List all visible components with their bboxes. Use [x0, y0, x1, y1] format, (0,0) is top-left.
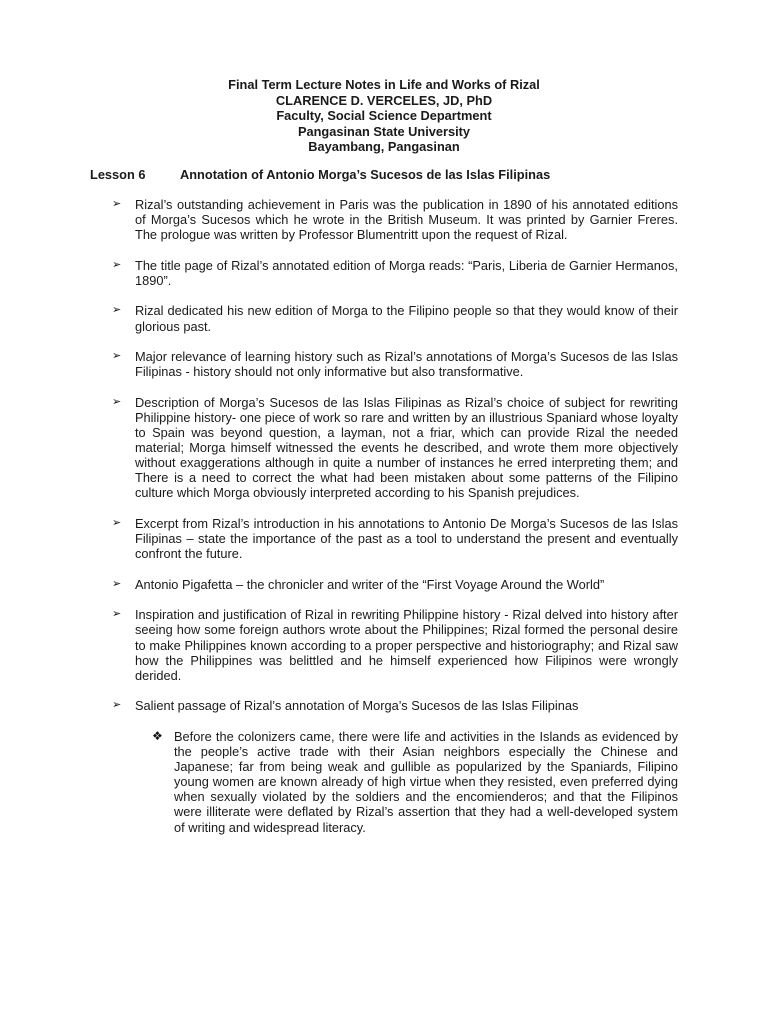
lesson-content	[112, 197, 678, 835]
arrow-bullet-icon: ➢	[112, 395, 122, 408]
list-item	[112, 395, 678, 501]
author-department: Faculty, Social Science Department	[276, 108, 492, 124]
sub-list-item-text: Before the colonizers came, there were life and activities in the Islands as evidenced by the people’s active trade with their Asian neighbors especially the Chinese and Japanese; far from being weak and gullible as popularized by the Spaniards, Filipino young women are known already of high virtue when they resisted, even preferred dying when sexually violated by the soldiers and the encomienderos; and that the Filipinos were illiterate were deflated by Rizal’s assertion that they had a well-developed system of writing and widespread literacy.	[174, 728, 678, 835]
list-item	[112, 303, 678, 333]
arrow-bullet-icon: ➢	[112, 699, 122, 712]
list-item	[112, 258, 678, 288]
arrow-bullet-icon: ➢	[112, 517, 122, 529]
list-item-text: Excerpt from Rizal’s introduction in his annotations to Antonio De Morga’s Sucesos de las Islas Filipinas – state the importance of the past as a tool to understand the present and eventually confront the future.	[135, 516, 678, 562]
arrow-bullet-icon: ➢	[112, 577, 122, 590]
lesson-title: Annotation of Antonio Morga’s Sucesos de las Islas Filipinas	[180, 167, 551, 182]
list-item	[112, 577, 678, 592]
arrow-bullet-icon: ➢	[112, 350, 122, 363]
list-item	[112, 607, 678, 682]
list-item	[112, 698, 678, 713]
list-item-text: The title page of Rizal’s annotated edition of Morga reads: “Paris, Liberia de Garnier Hermanos, 1890”.	[135, 257, 678, 288]
lesson-heading	[90, 167, 710, 183]
arrow-bullet-icon: ➢	[112, 304, 122, 317]
list-item	[112, 349, 678, 379]
list-item-text: Description of Morga’s Sucesos de las Islas Filipinas as Rizal’s choice of subject for rewriting Philippine history- one piece of work so rare and written by an illustrious Spaniard whose loyalty to Spain was beyond question, a layman, not a friar, which can provide Rizal the needed material; Morga himself witnessed the events he described, and wrote them more objectively without exaggerations although in quite a number of instances he erred interpreting them; and There is a need to correct the what had been mistaken about some patterns of the Filipino culture which Morga obviously interpreted according to his Spanish prejudices.	[135, 394, 678, 501]
author-name: CLARENCE D. VERCELES, JD, PhD	[275, 92, 493, 108]
list-item-text: Inspiration and justification of Rizal in rewriting Philippine history - Rizal delved into history after seeing how some foreign authors wrote about the Philippines; Rizal formed the personal desire to make Philippines known according to a proper perspective and historiography; and Rizal saw how the Philippines was belittled and he himself experienced how Filipinos were wrongly derided.	[135, 607, 678, 683]
list-item-text: Antonio Pigafetta – the chronicler and writer of the “First Voyage Around the World”	[135, 576, 605, 592]
arrow-bullet-icon: ➢	[112, 198, 122, 210]
list-item-text: Rizal’s outstanding achievement in Paris was the publication in 1890 of his annotated editions of Morga’s Sucesos which he wrote in the British Museum. It was printed by Garnier Freres. The prologue was written by Professor Blumentritt upon the request of Rizal.	[135, 197, 678, 243]
list-item	[112, 516, 678, 561]
list-item-text: Rizal dedicated his new edition of Morga to the Filipino people so that they would know of their glorious past.	[135, 303, 678, 334]
list-item	[112, 197, 678, 242]
university-name: Pangasinan State University	[297, 123, 471, 139]
arrow-bullet-icon: ➢	[112, 608, 122, 621]
arrow-bullet-icon: ➢	[112, 258, 122, 271]
lesson-number: Lesson 6	[90, 167, 146, 182]
course-title: Final Term Lecture Notes in Life and Works of Rizal	[228, 77, 540, 92]
list-item-text: Salient passage of Rizal’s annotation of Morga’s Sucesos de las Islas Filipinas	[135, 698, 579, 714]
list-item-text: Major relevance of learning history such as Rizal’s annotations of Morga’s Sucesos de las Islas Filipinas - history should not only informative but also transformative.	[135, 349, 678, 380]
sub-list-item	[152, 729, 678, 835]
university-location: Bayambang, Pangasinan	[308, 139, 460, 155]
document-header	[0, 77, 768, 155]
diamond-bullet-icon: ❖	[152, 728, 163, 743]
